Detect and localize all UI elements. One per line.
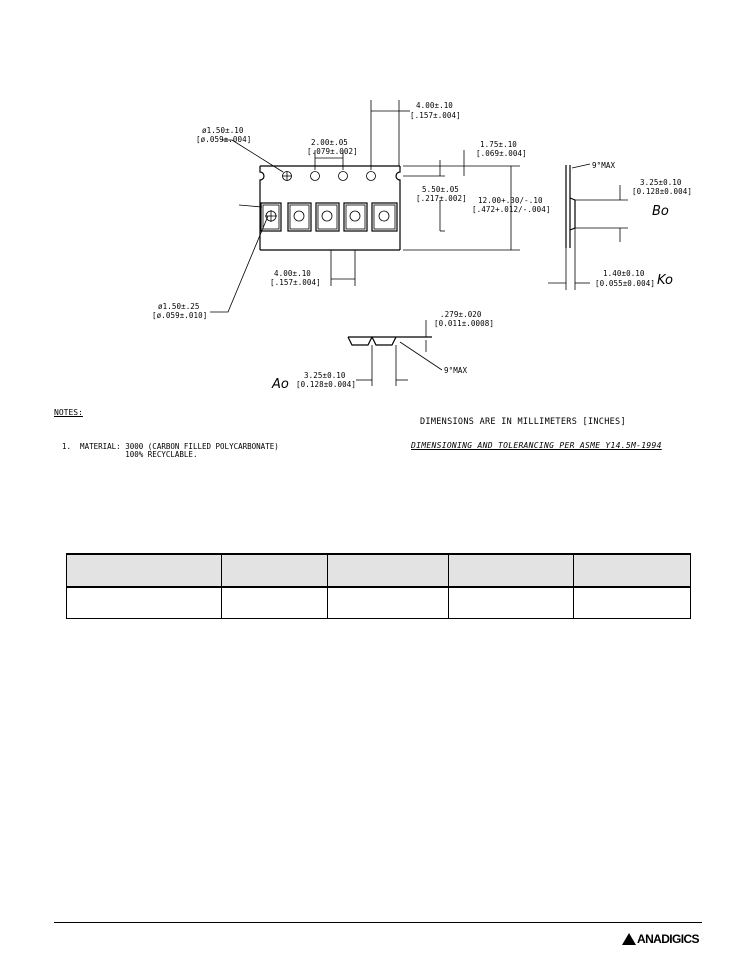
tolerancing-standard: DIMENSIONING AND TOLERANCING PER ASME Y14.5M-1994 [411, 441, 662, 450]
ao-dim-inch-text: [0.128±0.004] [296, 380, 356, 389]
hole-dia-inch-text: [ø.059±.004] [196, 135, 252, 144]
logo-triangle-icon [622, 933, 636, 945]
hole-to-pocket-center-inch-text: [.217±.002] [416, 194, 467, 203]
note-1: 1. MATERIAL: 3000 (CARBON FILLED POLYCARBONATE) 100% RECYCLABLE. [62, 442, 279, 459]
header-cell [67, 554, 222, 587]
pockets [261, 203, 397, 231]
dimension-units: DIMENSIONS ARE IN MILLIMETERS [INCHES] [420, 417, 626, 427]
hole-to-pocket-text: 2.00±.05 [311, 138, 348, 147]
thickness-text: .279±.020 [440, 310, 482, 319]
table-cell [328, 587, 449, 619]
anadigics-logo [622, 932, 699, 946]
edge-to-hole-text: 1.75±.10 [480, 140, 517, 149]
thickness-inch-text: [0.011±.0008] [434, 319, 494, 328]
pocket-pitch-inch-text: [.157±.004] [270, 278, 321, 287]
notes-heading: NOTES: [54, 408, 83, 417]
table-row [67, 587, 691, 619]
footer-divider [54, 922, 702, 923]
table-cell [67, 587, 222, 619]
pocket-hole-dia-inch-text: [ø.059±.010] [152, 311, 208, 320]
tape-width-text: 12.00+.30/-.10 [478, 196, 543, 205]
pitch-sprocket-text: 4.00±.10 [416, 101, 453, 110]
header-cell [222, 554, 328, 587]
bo-label: Bo [652, 204, 669, 219]
sprocket-holes [282, 171, 376, 181]
draft-angle-bottom-text: 9°MAX [444, 366, 468, 375]
ao-dim-text: 3.25±0.10 [304, 371, 346, 380]
pocket-hole-dia-text: ø1.50±.25 [158, 302, 200, 311]
table-cell [574, 587, 691, 619]
header-cell [449, 554, 574, 587]
pitch-sprocket-inch-text: [.157±.004] [410, 111, 461, 120]
table-cell [449, 587, 574, 619]
ko-label: Ko [657, 273, 674, 288]
bo-dim-inch-text: [0.128±0.004] [632, 187, 692, 196]
edge-to-hole-inch-text: [.069±.004] [476, 149, 527, 158]
draft-angle-top-text: 9°MAX [592, 161, 616, 170]
hole-to-pocket-inch-text: [.079±.002] [307, 147, 358, 156]
header-cell [574, 554, 691, 587]
pocket-pitch-text: 4.00±.10 [274, 269, 311, 278]
ko-dim-text: 1.40±0.10 [603, 269, 645, 278]
header-cell [328, 554, 449, 587]
table-header-row [67, 554, 691, 587]
hole-dia-text: ø1.50±.10 [202, 126, 244, 135]
cross-section [348, 320, 442, 386]
ko-dim-inch-text: [0.055±0.004] [595, 279, 655, 288]
spec-table [66, 553, 691, 619]
ao-label: Ao [272, 377, 289, 392]
tape-and-reel-drawing [0, 0, 756, 400]
logo-text: ANADIGICS [637, 932, 699, 946]
table-cell [222, 587, 328, 619]
tape-width-inch-text: [.472+.012/-.004] [472, 205, 551, 214]
bo-dim-text: 3.25±0.10 [640, 178, 682, 187]
hole-to-pocket-center-text: 5.50±.05 [422, 185, 459, 194]
